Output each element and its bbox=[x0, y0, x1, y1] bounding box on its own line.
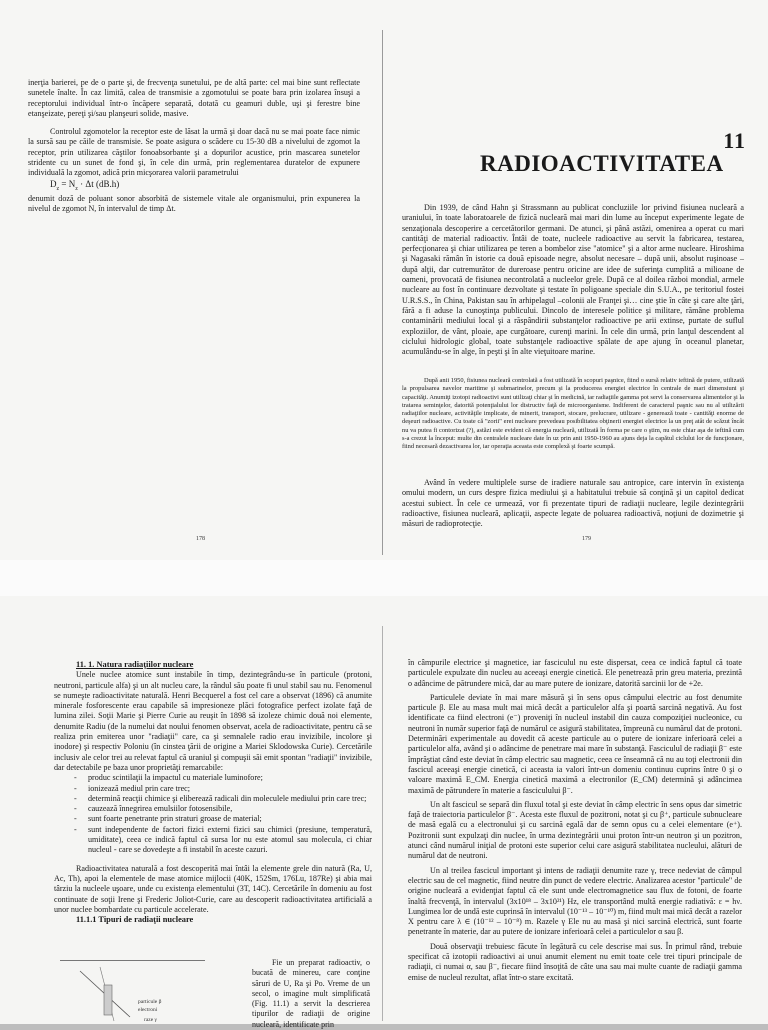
detector-plate bbox=[104, 985, 112, 1015]
figure-label: raze γ bbox=[144, 1017, 157, 1023]
book-spine bbox=[382, 30, 383, 555]
list-item: - produc scintilaţii la impactul cu materiale luminofore; bbox=[88, 773, 372, 783]
page-179-closing bbox=[402, 478, 744, 534]
book-spine bbox=[382, 626, 383, 1021]
paragraph: Din 1939, de când Hahn şi Strassmann au publicat concluziile lor privind fisiunea nucleară a uraniului, în toate laboratoarele de fizică nucleară mai mari din lume au început experimente legate de senzaţionala descoperire a cercetătorilor germani. De atunci, şi până astăzi, omenirea a operat cu mari cantităţi de material radioactiv. Întâi de toate, nucleele radioactive au servit la fabricarea, testarea, perfecţionarea şi chiar utilizarea pe teren a bombelor zise "atomice" şi a altor arme nucleare. Hiroshima şi Nagasaki rămân în istorie ca două episoade negre, absolut necesare – după unii, absolut ruşinoase –după alţii, dar cutremurător de dureroase pentru oricine are idee de suferinţa cumplită a milioane de oameni, provocată de fisiunea necontrolată a nucleelor grele. După ce al doilea război mondial, armele nucleare au fost în continuare dezvoltate şi testate în poligoane speciale din S.U.A., pe teritoriul fostei U.R.S.S., în China, Pakistan sau în arhipelagul –colonii ale Franţei şi… cine ştie în câte şi care alte ţări, fără a fi aduse la cunoştinţa publicului. Dincolo de interesele politice şi militare, rămâne problema contaminării mediului local şi a răspândirii substanţelor radioactive pe arii extinse, purtate de suflul exploziilor, de vânt, ploaie, ape curgătoare, curenţi marini. În cele din urmă, prin lanţul descendent al ciclului hidrologic global, toate substanţele radioactive spălate de ape ajung în oceanul planetar, acumulându-se în alge, în peşti şi în alte vieţuitoare marine. bbox=[402, 203, 744, 357]
paragraph: Două observaţii trebuiesc făcute în legătură cu cele descrise mai sus. În primul rând, trebuie specificat că izotopii radioactivi ai unui anumit element nu emit toate cele trei tipuri principale de radiaţii, ci numai α, sau β⁻, fiecare fiind însoţită de câte una sau mai multe cuante de radiaţii gamma emise de nucleul rezultat, aflat într-o stare excitată. bbox=[408, 941, 742, 982]
subsection-heading: 11.1.1 Tipuri de radiaţii nucleare bbox=[76, 915, 194, 925]
paragraph: Având în vedere multiplele surse de iradiere naturale sau antropice, care intervin în existenţa omului modern, un curs despre fizica mediului şi a habitatului trebuie să conţină şi un capitol dedicat acestui subiect. În cele ce urmează, vor fi prezentate tipuri de radiaţii nucleare, legile dezintegrării radioactive, fisiunea nucleară, aplicaţii, aspecte legate de poluarea radioactivă, noţiuni de dozimetrie şi măsuri de radioprotecţie. bbox=[402, 478, 744, 529]
formula-subscript: z bbox=[75, 185, 78, 192]
formula-subscript: z bbox=[56, 185, 60, 192]
paragraph: Un alt fascicul se separă din fluxul total şi este deviat în câmp electric în sens opus dar simetric faţă de traiectoria particulelor β⁻. Acesta este fluxul de pozitroni, notat şi cu β⁺, particule subnucleare de masă egală cu a electronului şi cu sarcină egală dar de semn opus cu a celei elementare (e⁺). Pozitronii sunt expulzaţi din nuclee, în urma dezintegrării unui proton într-un neutron şi un pozitron, atunci când numărul iniţial de protoni este superior celui care asigură stabilitatea nucleului, alături de numărul dat de neutroni. bbox=[408, 799, 742, 861]
paragraph: Radioactivitatea naturală a fost descoperită mai întâi la elemente grele din natură (Ra, U, Ac, Th), apoi la elementele de mase atomice mijlocii (40K, 152Sm, 176Lu, 187Re) şi abia mai târziu la nucleele uşoare, unde cu existenţa elementului (3T, 14C). Cercetările în domeniu au fost continuate de soţii Irene şi Frederic Joliot-Curie, care au descoperit radioactivitatea artificială a unor nuclee bombardate cu particule accelerate. bbox=[54, 863, 372, 914]
figure-11-1 bbox=[60, 960, 205, 1025]
figure-label: electroni bbox=[138, 1007, 158, 1013]
chapter-title: RADIOACTIVITATEA bbox=[480, 151, 724, 176]
formula-symbol: = N bbox=[59, 178, 76, 189]
paragraph: Un al treilea fascicul important şi intens de radiaţii denumite raze γ, trece nedeviat de câmpul electric sau de cel magnetic, fiind neutre din punct de vedere electric. Analizarea acestor "particule" de origine nucleară a evidenţiat faptul că ele sunt unde electromagnetice sau flux de fotoni, de foarte înaltă frecvenţă, în intervalul (3x10¹⁸ – 3x10²¹) Hz, ele transportând multă energie radiativă: ε = hν. Lungimea lor de undă este cuprinsă în intervalul (10⁻¹³ – 10⁻¹⁰) m, fiind mult mai mică decât a razelor X pentru care λ ∈ (10⁻¹² – 10⁻⁸) m. Razele γ Ele nu au masă şi nici sarcină electrică, sunt foarte penetrante în materie, dar au putere de ionizare inferioară celei a particulelor α sau β. bbox=[408, 865, 742, 937]
page-number: 178 bbox=[196, 536, 205, 542]
page-number: 179 bbox=[582, 536, 591, 542]
paragraph bbox=[28, 127, 360, 178]
paragraph-text: Controlul zgomotelor la receptor este de lăsat la urmă şi doar dacă nu se mai poate face nimic la sursă sau pe căile de transmisie. Se poate asigura o scădere cu 15-30 dB a nivelului de zgomot la receptor, prin utilizarea căştilor fonoabsorbante şi a dopurilor acustice, prin mascarea sunetelor stridente cu un sunet de fond şi, în cele din urmă, prin reglementarea duratelor de expunere individuală la zgomot, adică prin micşorarea valorii parametrului bbox=[28, 127, 360, 178]
list-item: - cauzează înnegrirea emulsiilor fotosensibile, bbox=[88, 804, 372, 814]
page-179-intro bbox=[402, 203, 744, 371]
paragraph: Fie un preparat radioactiv, o bucată de minereu, care conţine săruri de U, Ra şi Po. Vreme de un secol, o imagine mult simplificată (Fig. 11.1) a servit la descrierea tipurilor de radiaţii de origine nucleară, identificate prin bbox=[252, 958, 370, 1029]
list-item: - determină reacţii chimice şi eliberează radicali din moleculele mediului prin care trec; bbox=[88, 794, 372, 804]
section-heading: 11. 1. Natura radiaţiilor nucleare bbox=[76, 660, 194, 669]
radiation-diagram bbox=[60, 961, 205, 1025]
page-181-text bbox=[408, 658, 742, 1024]
chapter-number: 11 bbox=[723, 128, 746, 153]
paragraph: Unele nuclee atomice sunt instabile în timp, dezintegrându-se în particule (protoni, neutroni, particule alfa) şi un alt nucleu care, la rândul său poate fi unul stabil sau nu. Fenomenul se numeşte radioactivitate naturală. Henri Becquerel a fost cel care a observat (1896) că anumite minerale fosforescente erau capabile să impresioneze plăci fotografice perfect izolate faţă de lumina zilei. Soţii Marie şi Pierre Curie au reuşit în 1898 să izoleze chimic două noi elemente, denumite Radiu (de la numelui dat noului fenomen observat, acela de radioactivitate, pentru că se realiza prin emiterea unor "radiaţii" care, ca şi semnalele radio erau invizibile, incolore şi inodore) şi respectiv Poloniu (în cinstea ţării de origine a Mariei Sklodowska Curie). Cercetările inclusiv ale celor trei au relevat faptul că uraniul şi compuşii săi emit spontan "radiaţii" invizibile, dar detectabile pe baza unor proprietăţi remarcabile: bbox=[54, 670, 372, 772]
paragraph: Particulele deviate în mai mare măsură şi în sens opus câmpului electric au fost denumite particule β. Ele au masa mult mai mică decât a particulelor alfa şi poartă sarcină negativă. Au fost identificate ca fiind electroni (e⁻) proveniţi în nucleul instabil din cauza compoziţiei nucleonice, cu neutroni în număr superior faţă de numărul ce asigură stabilitatea, împreună cu numărul dat de protoni. Determinări experimentale au dovedit că aceste particule au o putere de ionizare inferioară celei a particulelor alfa, având şi o adâncime de penetrare mai mare în substanţă. Fasciculul de radiaţii β⁻ este împrăştiat când este deviat în câmp electric sau magnetic, ceea ce înseamnă că nu au toţi electronii din fascicul aceeaşi energie cinetică, ci aceasta ia valori într-un domeniu continuu cuprins între 0 şi o valoare maximă E_CM. Energia cinetică maximă a electronilor (E_CM) determină şi adâncimea maximă de pătrundere în materie a fasciculului β⁻. bbox=[408, 692, 742, 795]
list-item: - ionizează mediul prin care trec; bbox=[88, 784, 372, 794]
paragraph: denumit doză de poluant sonor absorbită de sistemele vitale ale organismului, prin expunerea la nivelul de zgomot N, în intervalul de timp Δt. bbox=[28, 193, 360, 214]
formula-rest: · Δt (dB.h) bbox=[77, 178, 120, 189]
page-178-text bbox=[28, 78, 360, 228]
figure-side-text bbox=[252, 958, 370, 1030]
formula-symbol: D bbox=[50, 178, 57, 189]
list-item: - sunt foarte penetrante prin straturi groase de material; bbox=[88, 814, 372, 824]
properties-list bbox=[54, 773, 372, 855]
paragraph: După anii 1950, fisiunea nucleară controlată a fost utilizată în scopuri paşnice, fiind o sursă relativ ieftină de putere, utilizată la propulsarea navelor maritime şi submarinelor, precum şi la producerea energiei electrice în centrale de mari dimensiuni şi capacităţi. Anumiţi izotopi radioactivi sunt utilizaţi chiar şi în medicină, iar radiaţiile gamma pot servi la conservarea alimentelor şi la tratarea seminţelor, datorită potenţialului lor distructiv faţă de microorganisme. Indiferent de caracterul paşnic sau nu al utilizării radiaţiilor nucleare, activităţile implicate, de minerit, transport, stocare, prelucrare, utilizare - generează toate - cantităţi enorme de deşeuri radioactive. Cu toate că "zorii" erei nucleare prevedeau posibilitatea obţinerii energiei electrice la un preţ atât de scăzut încât nu va putea fi contorizat (?), astăzi este evident că energia nucleară, utilizată în forma pe care o ştim, nu este chiar aşa de ieftină cum s-a crezut la început: multe din centralele nucleare date în uz prin anii 1950-1960 au ajuns deja la capătul ciclului lor de funcţionare, fiind necesară dezactivarea lor, iar operaţia aceasta este complexă şi foarte scumpă. bbox=[402, 377, 744, 451]
list-item: - sunt independente de factori fizici externi fizici sau chimici (presiune, temperatură, umiditate), ceea ce indică faptul că sursa lor nu este atomul sau molecula, ci chiar nucleul - care se dovedeşte a fi instabil în aceste cazuri. bbox=[88, 825, 372, 856]
paragraph: în câmpurile electrice şi magnetice, iar fasciculul nu este dispersat, ceea ce indică faptul că toate particulele expulzate din nucleu au aceeaşi energie cinetică. Ele penetrează prin greu materia, prezintă o adâncime de pătrundere mică, dar au mare putere de ionizare, datorită sarcinii lor de +2e. bbox=[408, 658, 742, 688]
figure-label: particule β bbox=[138, 999, 162, 1005]
spread-gap bbox=[0, 560, 768, 596]
paragraph: inerţia barierei, pe de o parte şi, de frecvenţa sunetului, pe de altă parte: cel mai bine sunt reflectate sunetele înalte. În caz limită, calea de transmisie a zgomotului se poate bara prin izolarea însuşi a receptorului individual într-o încăpere separată, dotată cu geamuri duble, uşi şi ferestre bine etanşeizate, pereţi şi/sau planşeuri solide, masive. bbox=[28, 78, 360, 118]
page-179-small-text bbox=[402, 377, 744, 473]
dose-formula bbox=[28, 179, 360, 194]
page-180-text bbox=[54, 660, 372, 960]
